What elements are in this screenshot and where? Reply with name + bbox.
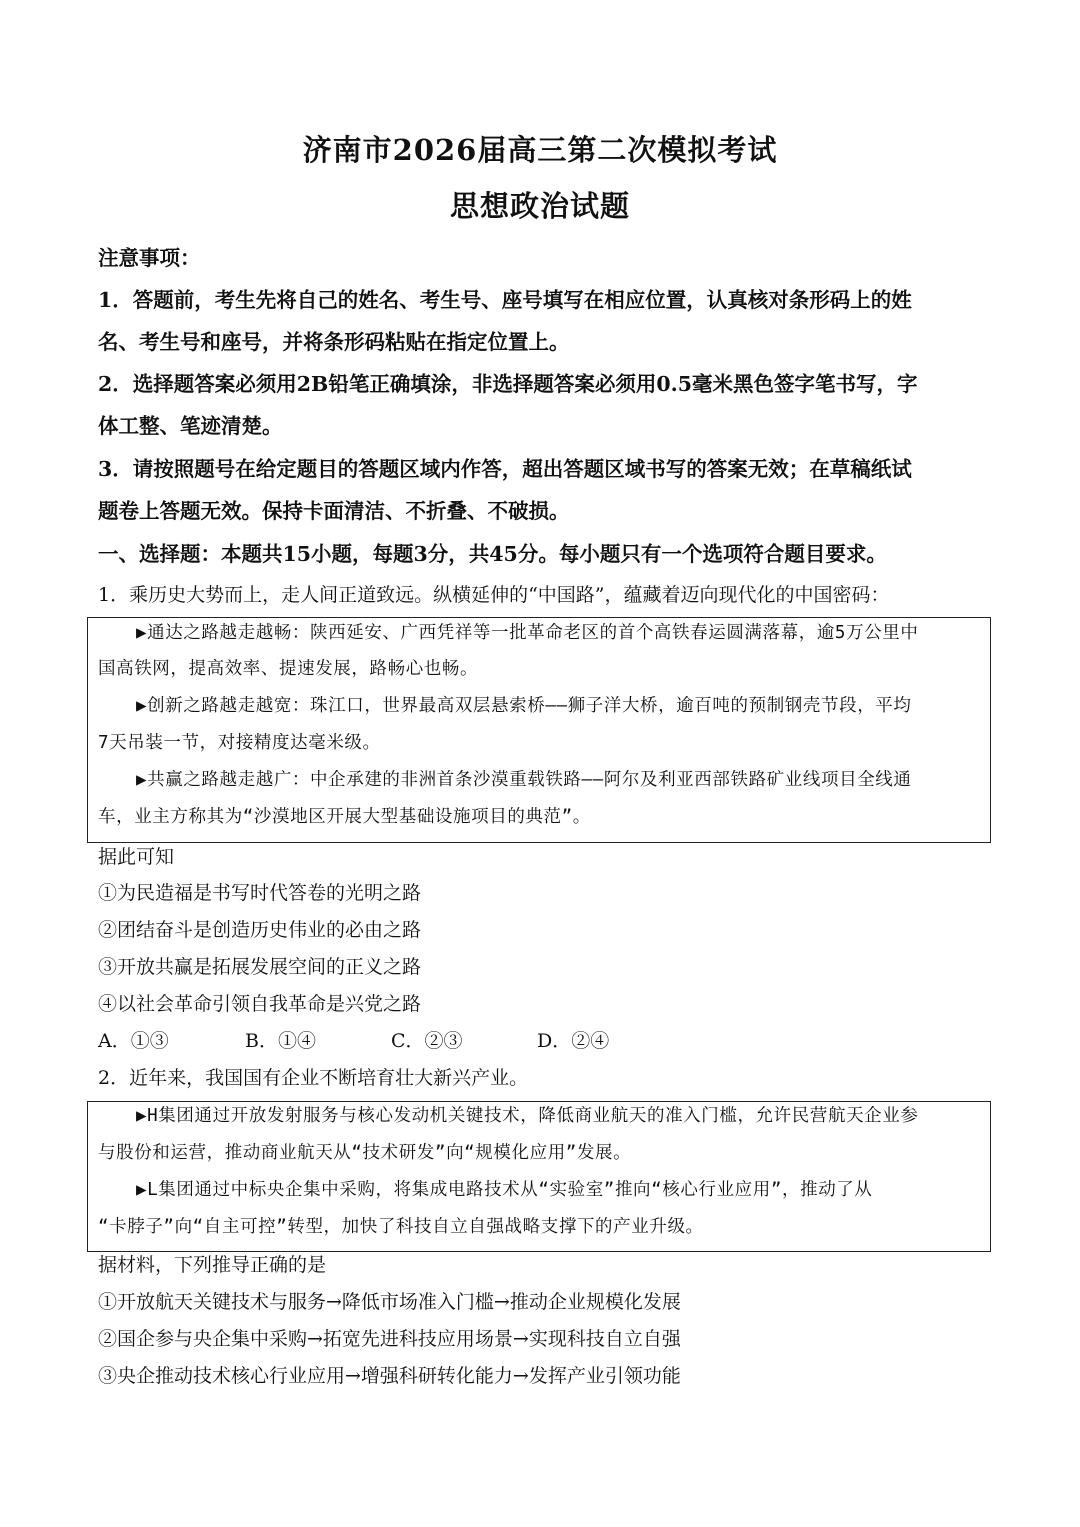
notice-item-2-line-1: 2．选择题答案必须用2B铅笔正确填涂，非选择题答案必须用0.5毫米黑色签字笔书写，字	[98, 372, 918, 396]
question-1-option-b: B．①④	[245, 1030, 316, 1052]
question-2-statement-2: ②国企参与央企集中采购→拓宽先进科技应用场景→实现科技自立自强	[98, 1328, 681, 1350]
question-1-option-a: A．①③	[98, 1030, 169, 1052]
question-2-statement-3: ③央企推动技术核心行业应用→增强科研转化能力→发挥产业引领功能	[98, 1365, 681, 1387]
question-1-statement-4: ④以社会革命引领自我革命是兴党之路	[98, 993, 422, 1015]
notice-item-3-line-2: 题卷上答题无效。保持卡面清洁、不折叠、不破损。	[98, 499, 570, 523]
question-2-stem: 2．近年来，我国国有企业不断培育壮大新兴产业。	[98, 1067, 529, 1089]
question-1-material-line-3: ▶创新之路越走越宽：珠江口，世界最高双层悬索桥——狮子洋大桥，逾百吨的预制钢壳节段，平均	[136, 696, 912, 716]
question-1-material-line-5: ▶共赢之路越走越广：中企承建的非洲首条沙漠重载铁路——阿尔及利亚西部铁路矿业线项目全线通	[136, 770, 912, 790]
notice-heading: 注意事项：	[98, 246, 201, 270]
notice-item-3-line-1: 3．请按照题号在给定题目的答题区域内作答，超出答题区域书写的答案无效；在草稿纸试	[98, 457, 912, 481]
question-1-option-c: C．②③	[391, 1030, 463, 1052]
section-1-heading: 一、选择题：本题共15小题，每题3分，共45分。每小题只有一个选项符合题目要求。	[98, 542, 887, 566]
question-2-material-line-1: ▶H集团通过开放发射服务与核心发动机关键技术，降低商业航天的准入门槛，允许民营航天企业参	[136, 1106, 919, 1126]
question-1-material-line-1: ▶通达之路越走越畅：陕西延安、广西凭祥等一批革命老区的首个高铁春运圆满落幕，逾5万公里中	[136, 623, 919, 643]
question-1-material-line-2: 国高铁网，提高效率、提速发展，路畅心也畅。	[98, 659, 479, 679]
question-1-option-d: D．②④	[537, 1030, 610, 1052]
question-1-stem: 1．乘历史大势而上，走人间正道致远。纵横延伸的“中国路”，蕴藏着迈向现代化的中国密码：	[98, 584, 890, 606]
question-1-material-line-4: 7天吊装一节，对接精度达毫米级。	[98, 733, 381, 753]
question-1-statement-1: ①为民造福是书写时代答卷的光明之路	[98, 882, 422, 904]
question-2-prompt: 据材料，下列推导正确的是	[98, 1254, 327, 1276]
exam-title: 济南市2026届高三第二次模拟考试	[302, 133, 778, 167]
question-1-prompt: 据此可知	[98, 846, 175, 868]
question-1-statement-3: ③开放共赢是拓展发展空间的正义之路	[98, 956, 422, 978]
question-2-material-line-3: ▶L集团通过中标央企集中采购，将集成电路技术从“实验室”推向“核心行业应用”，推动了从	[136, 1180, 873, 1200]
notice-item-2-line-2: 体工整、笔迹清楚。	[98, 414, 283, 438]
question-2-material-line-4: “卡脖子”向“自主可控”转型，加快了科技自立自强战略支撑下的产业升级。	[98, 1217, 704, 1237]
notice-item-1-line-1: 1．答题前，考生先将自己的姓名、考生号、座号填写在相应位置，认真核对条形码上的姓	[98, 288, 912, 312]
question-1-statement-2: ②团结奋斗是创造历史伟业的必由之路	[98, 919, 422, 941]
question-2-statement-1: ①开放航天关键技术与服务→降低市场准入门槛→推动企业规模化发展	[98, 1291, 681, 1313]
question-2-material-line-2: 与股份和运营，推动商业航天从“技术研发”向“规模化应用”发展。	[98, 1143, 632, 1163]
notice-item-1-line-2: 名、考生号和座号，并将条形码粘贴在指定位置上。	[98, 330, 570, 354]
exam-subject-title: 思想政治试题	[449, 189, 630, 223]
question-1-material-line-6: 车，业主方称其为“沙漠地区开展大型基础设施项目的典范”。	[98, 807, 591, 827]
